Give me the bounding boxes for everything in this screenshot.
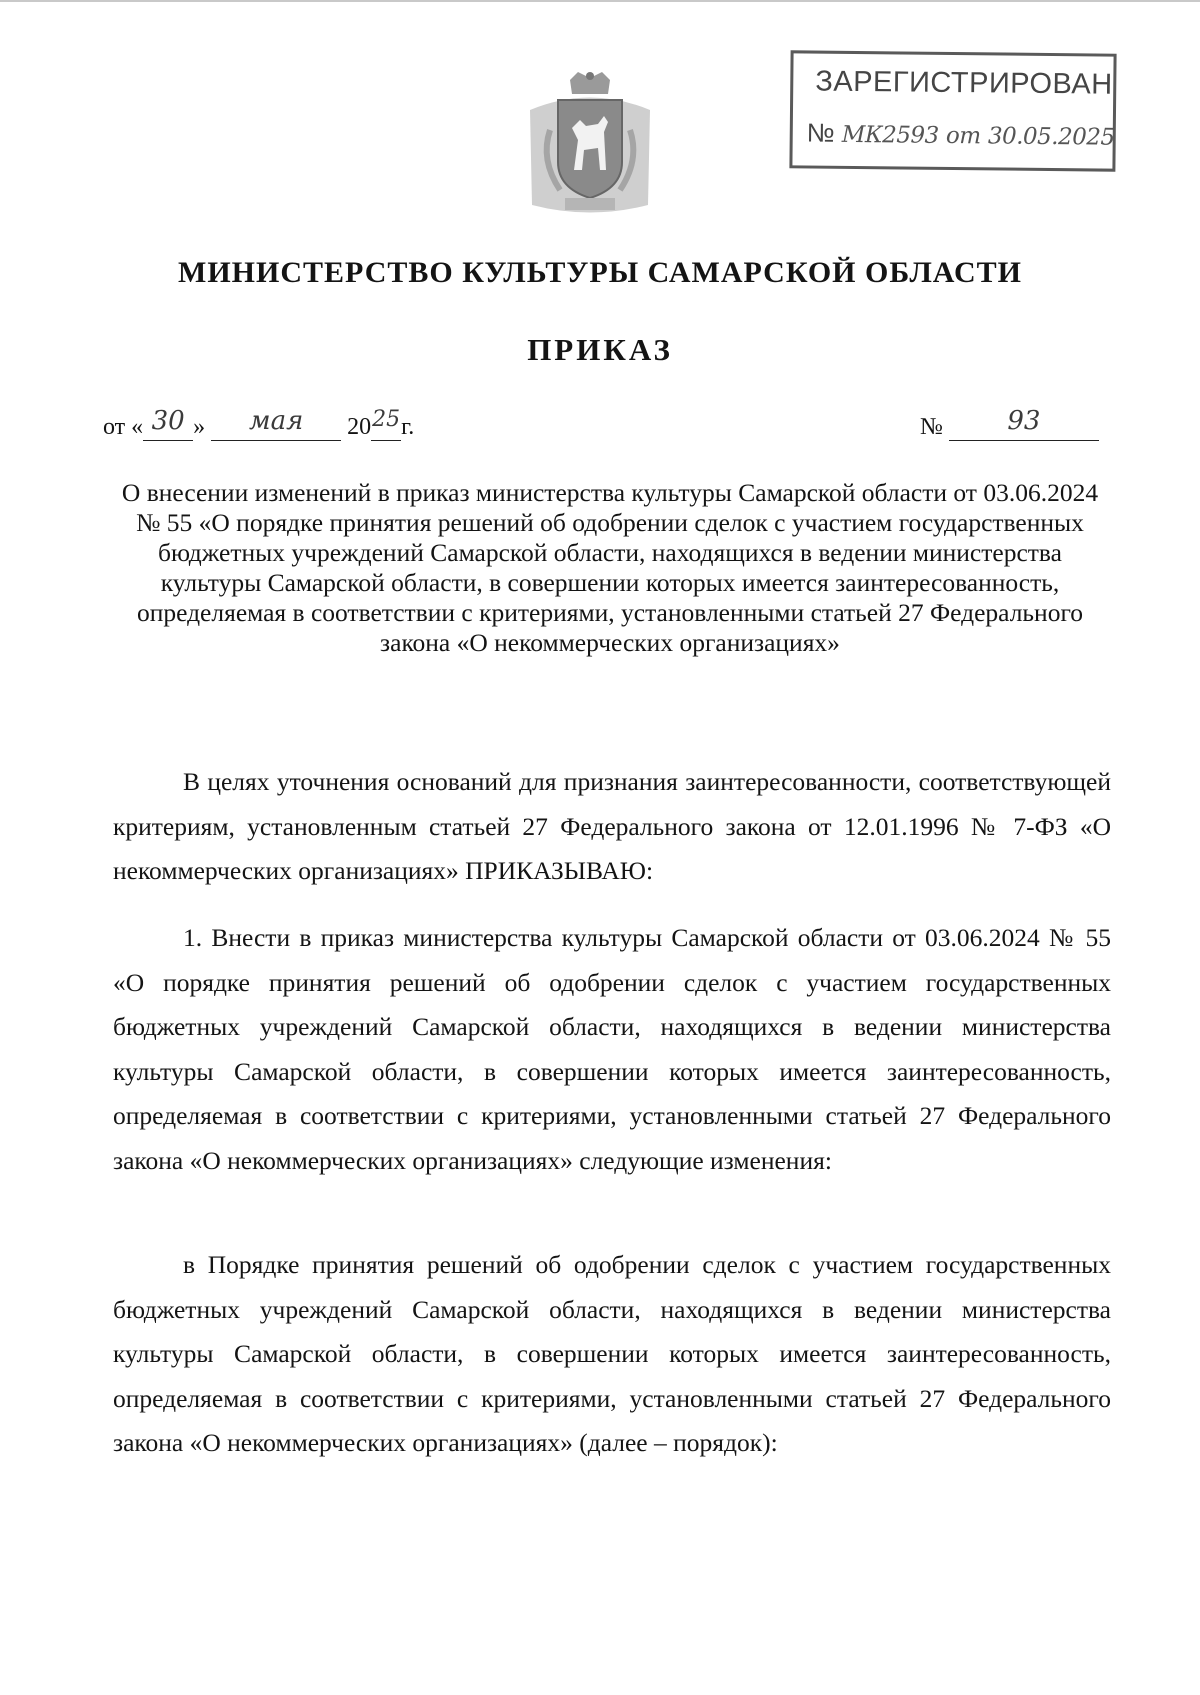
page-top-edge: [0, 0, 1200, 2]
order-number: 93: [1007, 406, 1041, 436]
stamp-date-handwritten: 30.05.2025: [987, 123, 1115, 151]
stamp-from-word: от: [945, 122, 981, 150]
date-year-suffix: 25: [372, 407, 401, 432]
date-quote-close: »: [193, 414, 206, 440]
stamp-number-handwritten: МК2593: [841, 121, 939, 149]
order-date-line: [103, 406, 415, 441]
date-year-unit: г.: [401, 414, 415, 440]
date-year-blank: [371, 407, 401, 441]
stamp-registration-line: [806, 117, 1115, 151]
body-paragraph-3: [113, 1243, 1111, 1466]
ministry-name: МИНИСТЕРСТВО КУЛЬТУРЫ САМАРСКОЙ ОБЛАСТИ: [178, 256, 1022, 289]
order-subject: О внесении изменений в приказ министерства культуры Самарской области от 03.06.2024 № 55 «О порядке принятия решений об одобрении сделок с участием государственных бюджетных учреждений Самарской области, находящихся в ведении министерства культуры Самарской области, в совершении которых имеется заинтересованность, определяемая в соответствии с критериями, установленными статьей 27 Федерального закона «О некоммерческих организациях»: [121, 478, 1099, 657]
date-year-prefix: 20: [347, 414, 372, 440]
stamp-title: ЗАРЕГИСТРИРОВАН: [815, 65, 1113, 101]
item-1-text: 1. Внести в приказ министерства культуры Самарской области от 03.06.2024 № 55 «О порядке принятия решений об одобрении сделок с участием государственных бюджетных учреждений Самарской области, находящихся в ведении министерства культуры Самарской области, в совершении которых имеется заинтересованность, определяемая в соответствии с критериями, установленными статьей 27 Федерального закона «О некоммерческих организациях» следующие изменения:: [113, 923, 1111, 1175]
registration-stamp: [789, 50, 1116, 171]
date-month-blank: [211, 406, 341, 441]
document-type-title: ПРИКАЗ: [527, 332, 673, 367]
body-paragraph-1: [113, 760, 1111, 894]
order-number-line: [920, 406, 1099, 441]
order-number-blank: [949, 406, 1099, 441]
date-from-label: от «: [103, 414, 144, 440]
stamp-number-prefix: №: [806, 117, 835, 148]
samara-coat-of-arms-icon: [520, 70, 660, 220]
body-paragraph-2: [113, 916, 1111, 1183]
procedure-amendment-text: в Порядке принятия решений об одобрении сделок с участием государственных бюджетных учреждений Самарской области, находящихся в ведении министерства культуры Самарской области, в совершении которых имеется заинтересованность, определяемая в соответствии с критериями, установленными статьей 27 Федерального закона «О некоммерческих организациях» (далее – порядок):: [113, 1250, 1111, 1457]
preamble-text: В целях уточнения оснований для признания заинтересованности, соответствующей критериям, установленным статьей 27 Федерального закона от 12.01.1996 № 7-ФЗ «О некоммерческих организациях» ПРИКАЗЫВАЮ:: [113, 767, 1111, 885]
date-day-blank: [143, 406, 193, 441]
order-number-label: №: [920, 414, 943, 440]
date-month: мая: [249, 406, 304, 436]
date-day: 30: [151, 406, 185, 436]
